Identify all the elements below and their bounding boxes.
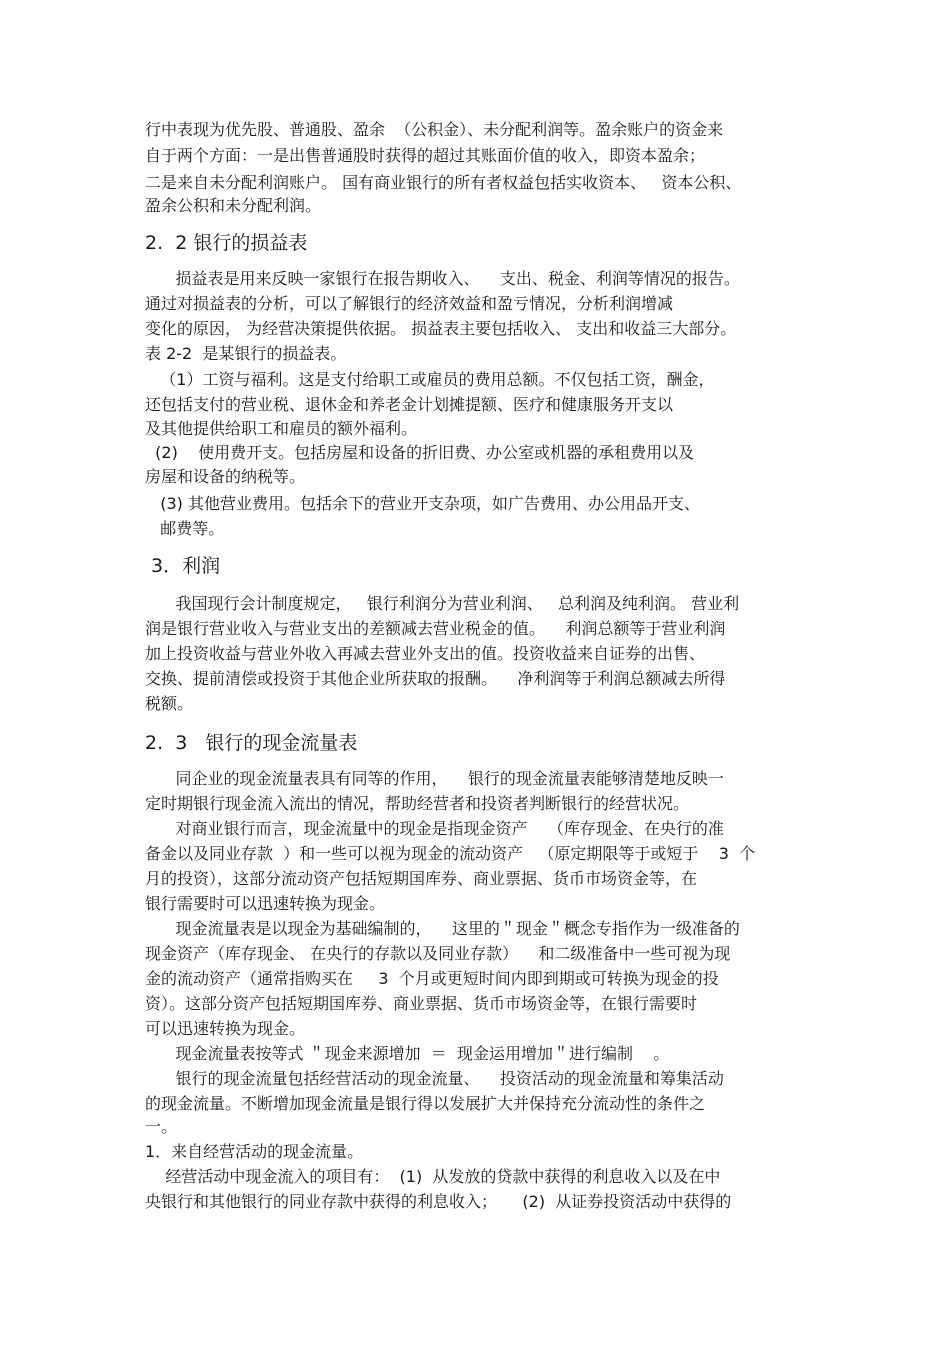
text-line: 一。 <box>145 1117 178 1136</box>
text-line: 定时期银行现金流入流出的情况，帮助经营者和投资者判断银行的经营状况。 <box>145 794 690 813</box>
text-line: 加上投资收益与营业外收入再减去营业外支出的值。投资收益来自证券的出售、 <box>145 644 706 663</box>
text-line: 通过对损益表的分析，可以了解银行的经济效益和盈亏情况，分析利润增减 <box>145 294 674 313</box>
text-line: 现金流量表是以现金为基础编制的， 这里的＂现金＂概念专指作为一级准备的 <box>145 919 740 938</box>
text-line: 央银行和其他银行的同业存款中获得的利息收入； (2) 从证券投资活动中获得的 <box>145 1192 732 1211</box>
text-line: 对商业银行而言，现金流量中的现金是指现金资产 （库存现金、在央行的准 <box>145 819 724 838</box>
text-line: 自于两个方面：一是出售普通股时获得的超过其账面价值的收入，即资本盈余； <box>145 146 706 165</box>
section-heading: 2. 2 银行的损益表 <box>145 232 308 254</box>
text-line: 交换、提前清偿或投资于其他企业所获取的报酬。 净利润等于利润总额减去所得 <box>145 669 726 688</box>
text-line: 二是来自未分配利润账户。 国有商业银行的所有者权益包括实收资本、 资本公积、 <box>145 173 742 192</box>
text-line: 的现金流量。不断增加现金流量是银行得以发展扩大并保持充分流动性的条件之 <box>145 1094 706 1113</box>
text-line: （1）工资与福利。这是支付给职工或雇员的费用总额。不仅包括工资，酬金， <box>145 370 715 389</box>
text-line: 月的投资），这部分流动资产包括短期国库券、商业票据、货币市场资金等，在 <box>145 869 698 888</box>
text-line: 金的流动资产（通常指购买在 3 个月或更短时间内即到期或可转换为现金的投 <box>145 969 719 988</box>
text-line: 及其他提供给职工和雇员的额外福利。 <box>145 419 418 438</box>
section-heading: 3．利润 <box>145 555 221 577</box>
text-line: 经营活动中现金流入的项目有： (1) 从发放的贷款中获得的利息收入以及在中 <box>145 1167 721 1186</box>
text-line: 变化的原因， 为经营决策提供依据。 损益表主要包括收入、 支出和收益三大部分。 <box>145 319 737 338</box>
text-line: 现金流量表按等式 ＂现金来源增加 ＝ 现金运用增加＂进行编制 。 <box>145 1044 670 1063</box>
text-line: 银行的现金流量包括经营活动的现金流量、 投资活动的现金流量和筹集活动 <box>145 1069 724 1088</box>
text-line: 表 2-2 是某银行的损益表。 <box>145 344 347 363</box>
text-line: 房屋和设备的纳税等。 <box>145 467 306 486</box>
text-line: 同企业的现金流量表具有同等的作用， 银行的现金流量表能够清楚地反映一 <box>145 769 724 788</box>
text-line: 盈余公积和未分配利润。 <box>145 196 322 215</box>
text-line: 现金资产（库存现金、 在央行的存款以及同业存款） 和二级准备中一些可视为现 <box>145 944 731 963</box>
text-line: 润是银行营业收入与营业支出的差额减去营业税金的值。 利润总额等于营业利润 <box>145 619 726 638</box>
text-line: 邮费等。 <box>145 519 225 538</box>
text-line: 行中表现为优先股、普通股、盈余 （公积金）、未分配利润等。盈余账户的资金来 <box>145 120 724 139</box>
section-heading: 2. 3 银行的现金流量表 <box>145 732 358 754</box>
text-line: 备金以及同业存款 ）和一些可以视为现金的流动资产 （原定期限等于或短于 3 个 <box>145 844 756 863</box>
text-line: 银行需要时可以迅速转换为现金。 <box>145 894 386 913</box>
text-line: 还包括支付的营业税、退休金和养老金计划摊提额、医疗和健康服务开支以 <box>145 395 674 414</box>
text-line: 损益表是用来反映一家银行在报告期收入、 支出、税金、利润等情况的报告。 <box>145 269 740 288</box>
text-line: (2) 使用费开支。包括房屋和设备的折旧费、办公室或机器的承租费用以及 <box>145 443 695 462</box>
text-line: 我国现行会计制度规定， 银行利润分为营业利润、 总利润及纯利润。 营业利 <box>145 594 740 613</box>
text-line: 资）。这部分资产包括短期国库券、商业票据、货币市场资金等，在银行需要时 <box>145 994 698 1013</box>
text-line: (3) 其他营业费用。包括余下的营业开支杂项，如广告费用、办公用品开支、 <box>145 494 701 513</box>
text-line: 1．来自经营活动的现金流量。 <box>145 1142 364 1161</box>
text-line: 税额。 <box>145 694 194 713</box>
text-line: 可以迅速转换为现金。 <box>145 1019 306 1038</box>
